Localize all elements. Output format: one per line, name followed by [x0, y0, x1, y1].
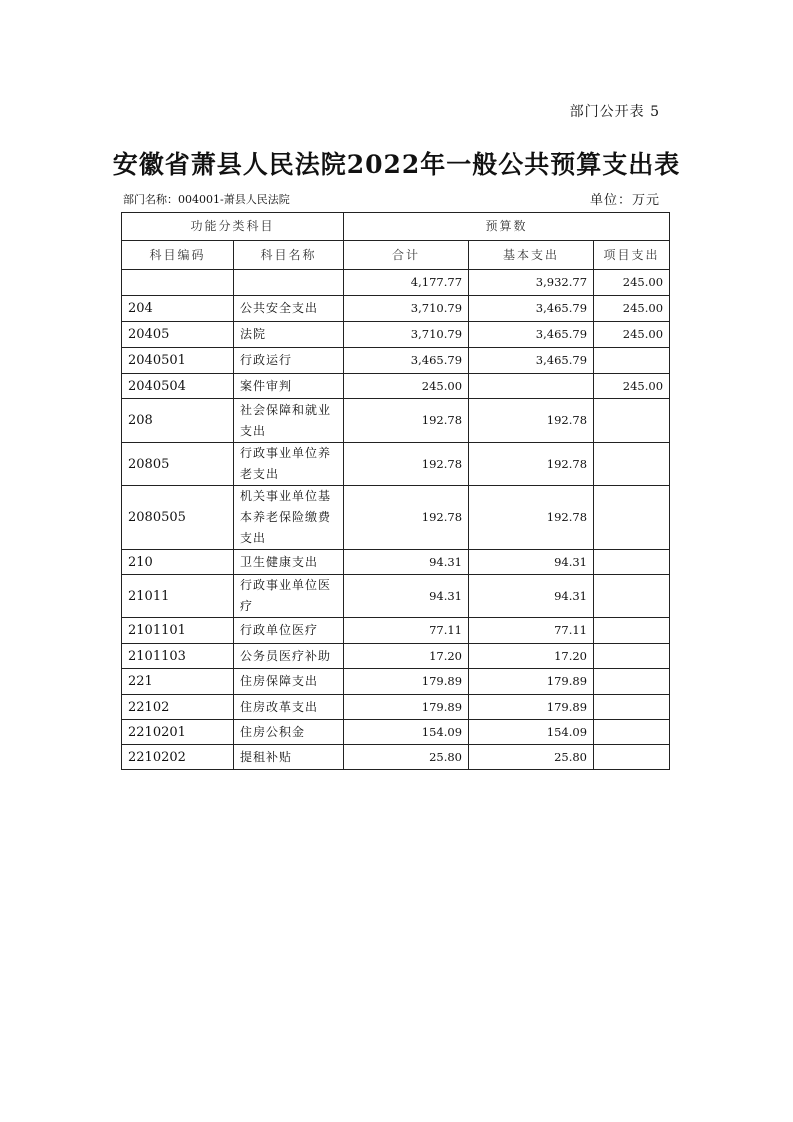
cell-basic: 17.20 — [469, 644, 594, 669]
table-row — [122, 669, 670, 695]
cell-project — [594, 669, 670, 695]
cell-name: 卫生健康支出 — [234, 550, 344, 575]
cell-total: 3,465.79 — [344, 348, 469, 374]
cell-total: 94.31 — [344, 575, 469, 618]
header-name: 科目名称 — [234, 241, 344, 270]
header-total: 合计 — [344, 241, 469, 270]
cell-name: 行政单位医疗 — [234, 618, 344, 644]
cell-project — [594, 618, 670, 644]
cell-total: 4,177.77 — [344, 270, 469, 296]
cell-basic: 179.89 — [469, 669, 594, 695]
cell-name: 行政运行 — [234, 348, 344, 374]
cell-total: 3,710.79 — [344, 322, 469, 348]
table-row — [122, 644, 670, 669]
cell-project — [594, 720, 670, 745]
page-label: 部门公开表 5 — [569, 104, 660, 120]
header-func-class: 功能分类科目 — [122, 213, 344, 241]
cell-code: 22102 — [122, 695, 234, 720]
cell-code: 208 — [122, 399, 234, 443]
cell-name: 行政事业单位医疗 — [234, 575, 344, 618]
cell-code: 2210201 — [122, 720, 234, 745]
header-code: 科目编码 — [122, 241, 234, 270]
table-row — [122, 348, 670, 374]
cell-project — [594, 695, 670, 720]
cell-name: 住房公积金 — [234, 720, 344, 745]
cell-total: 77.11 — [344, 618, 469, 644]
cell-basic: 3,465.79 — [469, 322, 594, 348]
cell-code: 20805 — [122, 443, 234, 486]
cell-project — [594, 399, 670, 443]
cell-name: 住房保障支出 — [234, 669, 344, 695]
cell-total: 94.31 — [344, 550, 469, 575]
cell-basic: 192.78 — [469, 399, 594, 443]
header-budget: 预算数 — [344, 213, 670, 241]
cell-total: 17.20 — [344, 644, 469, 669]
cell-name: 公务员医疗补助 — [234, 644, 344, 669]
table-row — [122, 695, 670, 720]
cell-basic: 94.31 — [469, 550, 594, 575]
cell-name: 住房改革支出 — [234, 695, 344, 720]
cell-basic: 3,465.79 — [469, 296, 594, 322]
cell-basic: 192.78 — [469, 486, 594, 550]
cell-project: 245.00 — [594, 374, 670, 399]
cell-project: 245.00 — [594, 322, 670, 348]
cell-basic: 77.11 — [469, 618, 594, 644]
header-basic: 基本支出 — [469, 241, 594, 270]
table-row — [122, 443, 670, 486]
table-row — [122, 550, 670, 575]
cell-project — [594, 644, 670, 669]
cell-basic: 3,932.77 — [469, 270, 594, 296]
cell-code: 20405 — [122, 322, 234, 348]
cell-name: 提租补贴 — [234, 745, 344, 770]
cell-total: 192.78 — [344, 443, 469, 486]
cell-name: 案件审判 — [234, 374, 344, 399]
cell-total: 245.00 — [344, 374, 469, 399]
header-row-bottom — [122, 241, 670, 270]
table-row — [122, 296, 670, 322]
table-row — [122, 575, 670, 618]
cell-project — [594, 486, 670, 550]
table-row — [122, 486, 670, 550]
cell-code: 2040501 — [122, 348, 234, 374]
cell-code: 2101103 — [122, 644, 234, 669]
cell-code — [122, 270, 234, 296]
cell-basic — [469, 374, 594, 399]
cell-code: 2210202 — [122, 745, 234, 770]
cell-basic: 3,465.79 — [469, 348, 594, 374]
cell-project — [594, 348, 670, 374]
cell-name: 法院 — [234, 322, 344, 348]
cell-code: 2101101 — [122, 618, 234, 644]
header-project: 项目支出 — [594, 241, 670, 270]
table-row — [122, 322, 670, 348]
page-title: 安徽省萧县人民法院2022年一般公共预算支出表 — [112, 150, 681, 179]
cell-total: 192.78 — [344, 399, 469, 443]
cell-project — [594, 745, 670, 770]
table-row — [122, 745, 670, 770]
table-row — [122, 618, 670, 644]
cell-basic: 192.78 — [469, 443, 594, 486]
cell-code: 221 — [122, 669, 234, 695]
cell-name: 机关事业单位基本养老保险缴费支出 — [234, 486, 344, 550]
cell-basic: 179.89 — [469, 695, 594, 720]
department-name: 部门名称：004001-萧县人民法院 — [123, 193, 290, 206]
cell-project: 245.00 — [594, 296, 670, 322]
table-row — [122, 270, 670, 296]
cell-name: 社会保障和就业支出 — [234, 399, 344, 443]
cell-code: 2080505 — [122, 486, 234, 550]
cell-code: 21011 — [122, 575, 234, 618]
cell-basic: 25.80 — [469, 745, 594, 770]
cell-basic: 94.31 — [469, 575, 594, 618]
cell-total: 179.89 — [344, 695, 469, 720]
cell-code: 210 — [122, 550, 234, 575]
cell-code: 2040504 — [122, 374, 234, 399]
budget-table — [121, 212, 670, 770]
cell-project — [594, 575, 670, 618]
cell-basic: 154.09 — [469, 720, 594, 745]
table-row — [122, 720, 670, 745]
cell-total: 154.09 — [344, 720, 469, 745]
cell-name — [234, 270, 344, 296]
cell-total: 192.78 — [344, 486, 469, 550]
unit-label: 单位：万元 — [589, 193, 660, 208]
cell-project: 245.00 — [594, 270, 670, 296]
table-row — [122, 399, 670, 443]
table-row — [122, 374, 670, 399]
cell-name: 行政事业单位养老支出 — [234, 443, 344, 486]
cell-name: 公共安全支出 — [234, 296, 344, 322]
cell-project — [594, 550, 670, 575]
cell-code: 204 — [122, 296, 234, 322]
header-row-top — [122, 213, 670, 241]
cell-total: 25.80 — [344, 745, 469, 770]
cell-project — [594, 443, 670, 486]
cell-total: 3,710.79 — [344, 296, 469, 322]
cell-total: 179.89 — [344, 669, 469, 695]
